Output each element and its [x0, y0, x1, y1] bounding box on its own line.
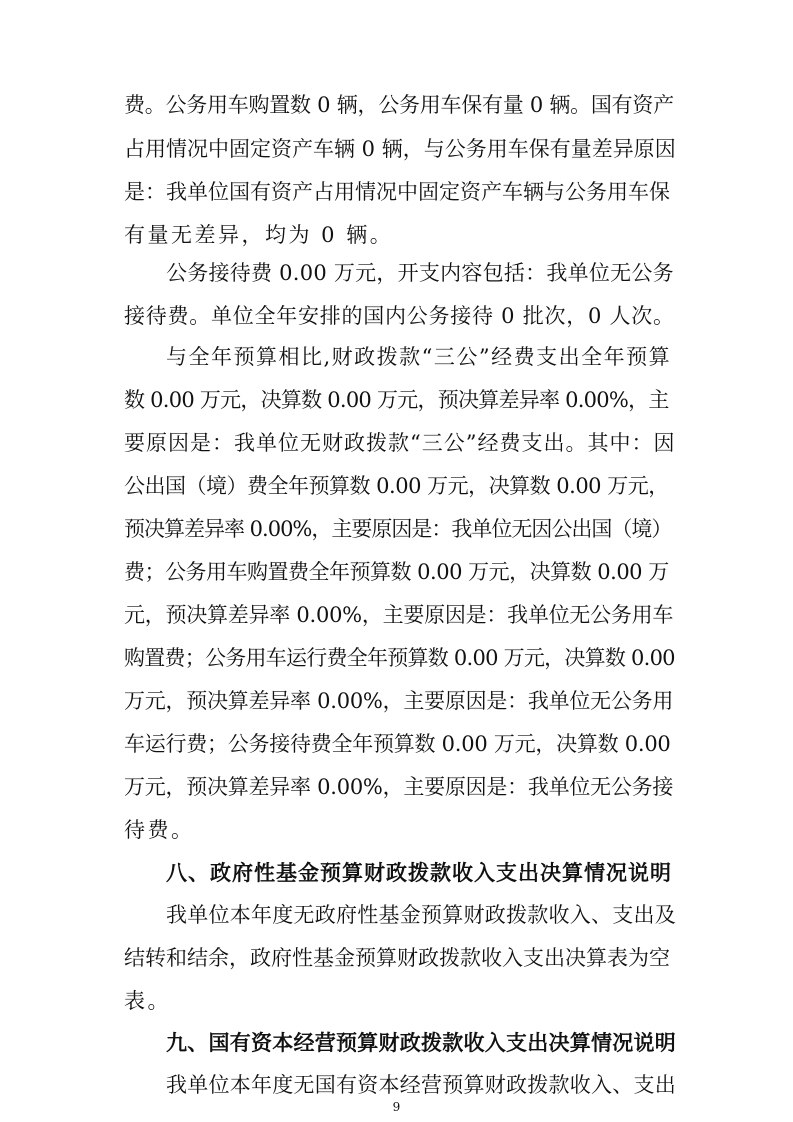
p3-line-5: 预决算差异率 0.00%，主要原因是：我单位无因公出国（境） [124, 517, 672, 541]
p3-line-2: 数 0.00 万元，决算数 0.00 万元，预决算差异率 0.00%，主 [124, 388, 669, 412]
p1-line-2: 占用情况中固定资产车辆 0 辆，与公务用车保有量差异原因 [124, 137, 676, 161]
p3-line-11: 万元，预决算差异率 0.00%，主要原因是：我单位无公务接 [124, 775, 674, 799]
section-heading-8: 八、政府性基金预算财政拨款收入支出决算情况说明 [166, 861, 672, 885]
p3-line-1: 与全年预算相比,财政拨款“三公”经费支出全年预算 [166, 345, 672, 369]
p1-line-3: 是：我单位国有资产占用情况中固定资产车辆与公务用车保 [124, 180, 670, 204]
p3-line-10: 车运行费；公务接待费全年预算数 0.00 万元，决算数 0.00 [124, 732, 671, 756]
p1-line-4: 有量无差异，均为 0 辆。 [124, 223, 394, 247]
p2-line-1: 公务接待费 0.00 万元，开支内容包括：我单位无公务 [166, 261, 674, 285]
p1-line-1: 费。公务用车购置数 0 辆，公务用车保有量 0 辆。国有资产 [124, 93, 674, 117]
p3-line-9: 万元，预决算差异率 0.00%，主要原因是：我单位无公务用 [124, 689, 674, 713]
p3-line-4: 公出国（境）费全年预算数 0.00 万元，决算数 0.00 万元， [124, 474, 669, 498]
section-heading-9: 九、国有资本经营预算财政拨款收入支出决算情况说明 [166, 1031, 676, 1055]
page-number: 9 [392, 1100, 401, 1114]
p3-line-12: 待费。 [124, 818, 195, 842]
p3-line-3: 要原因是：我单位无财政拨款“三公”经费支出。其中：因 [124, 431, 676, 455]
p3-line-7: 元，预决算差异率 0.00%，主要原因是：我单位无公务用车 [124, 603, 674, 627]
p5-line-1: 我单位本年度无国有资本经营预算财政拨款收入、支出 [166, 1073, 676, 1097]
p2-line-2: 接待费。单位全年安排的国内公务接待 0 批次，0 人次。 [124, 304, 675, 328]
p4-line-2: 结转和结余，政府性基金预算财政拨款收入支出决算表为空 [124, 946, 670, 970]
p3-line-8: 购置费；公务用车运行费全年预算数 0.00 万元，决算数 0.00 [124, 646, 675, 670]
p3-line-6: 费；公务用车购置费全年预算数 0.00 万元，决算数 0.00 万 [124, 560, 669, 584]
p4-line-1: 我单位本年度无政府性基金预算财政拨款收入、支出及 [166, 903, 676, 927]
p4-line-3: 表。 [124, 989, 171, 1013]
